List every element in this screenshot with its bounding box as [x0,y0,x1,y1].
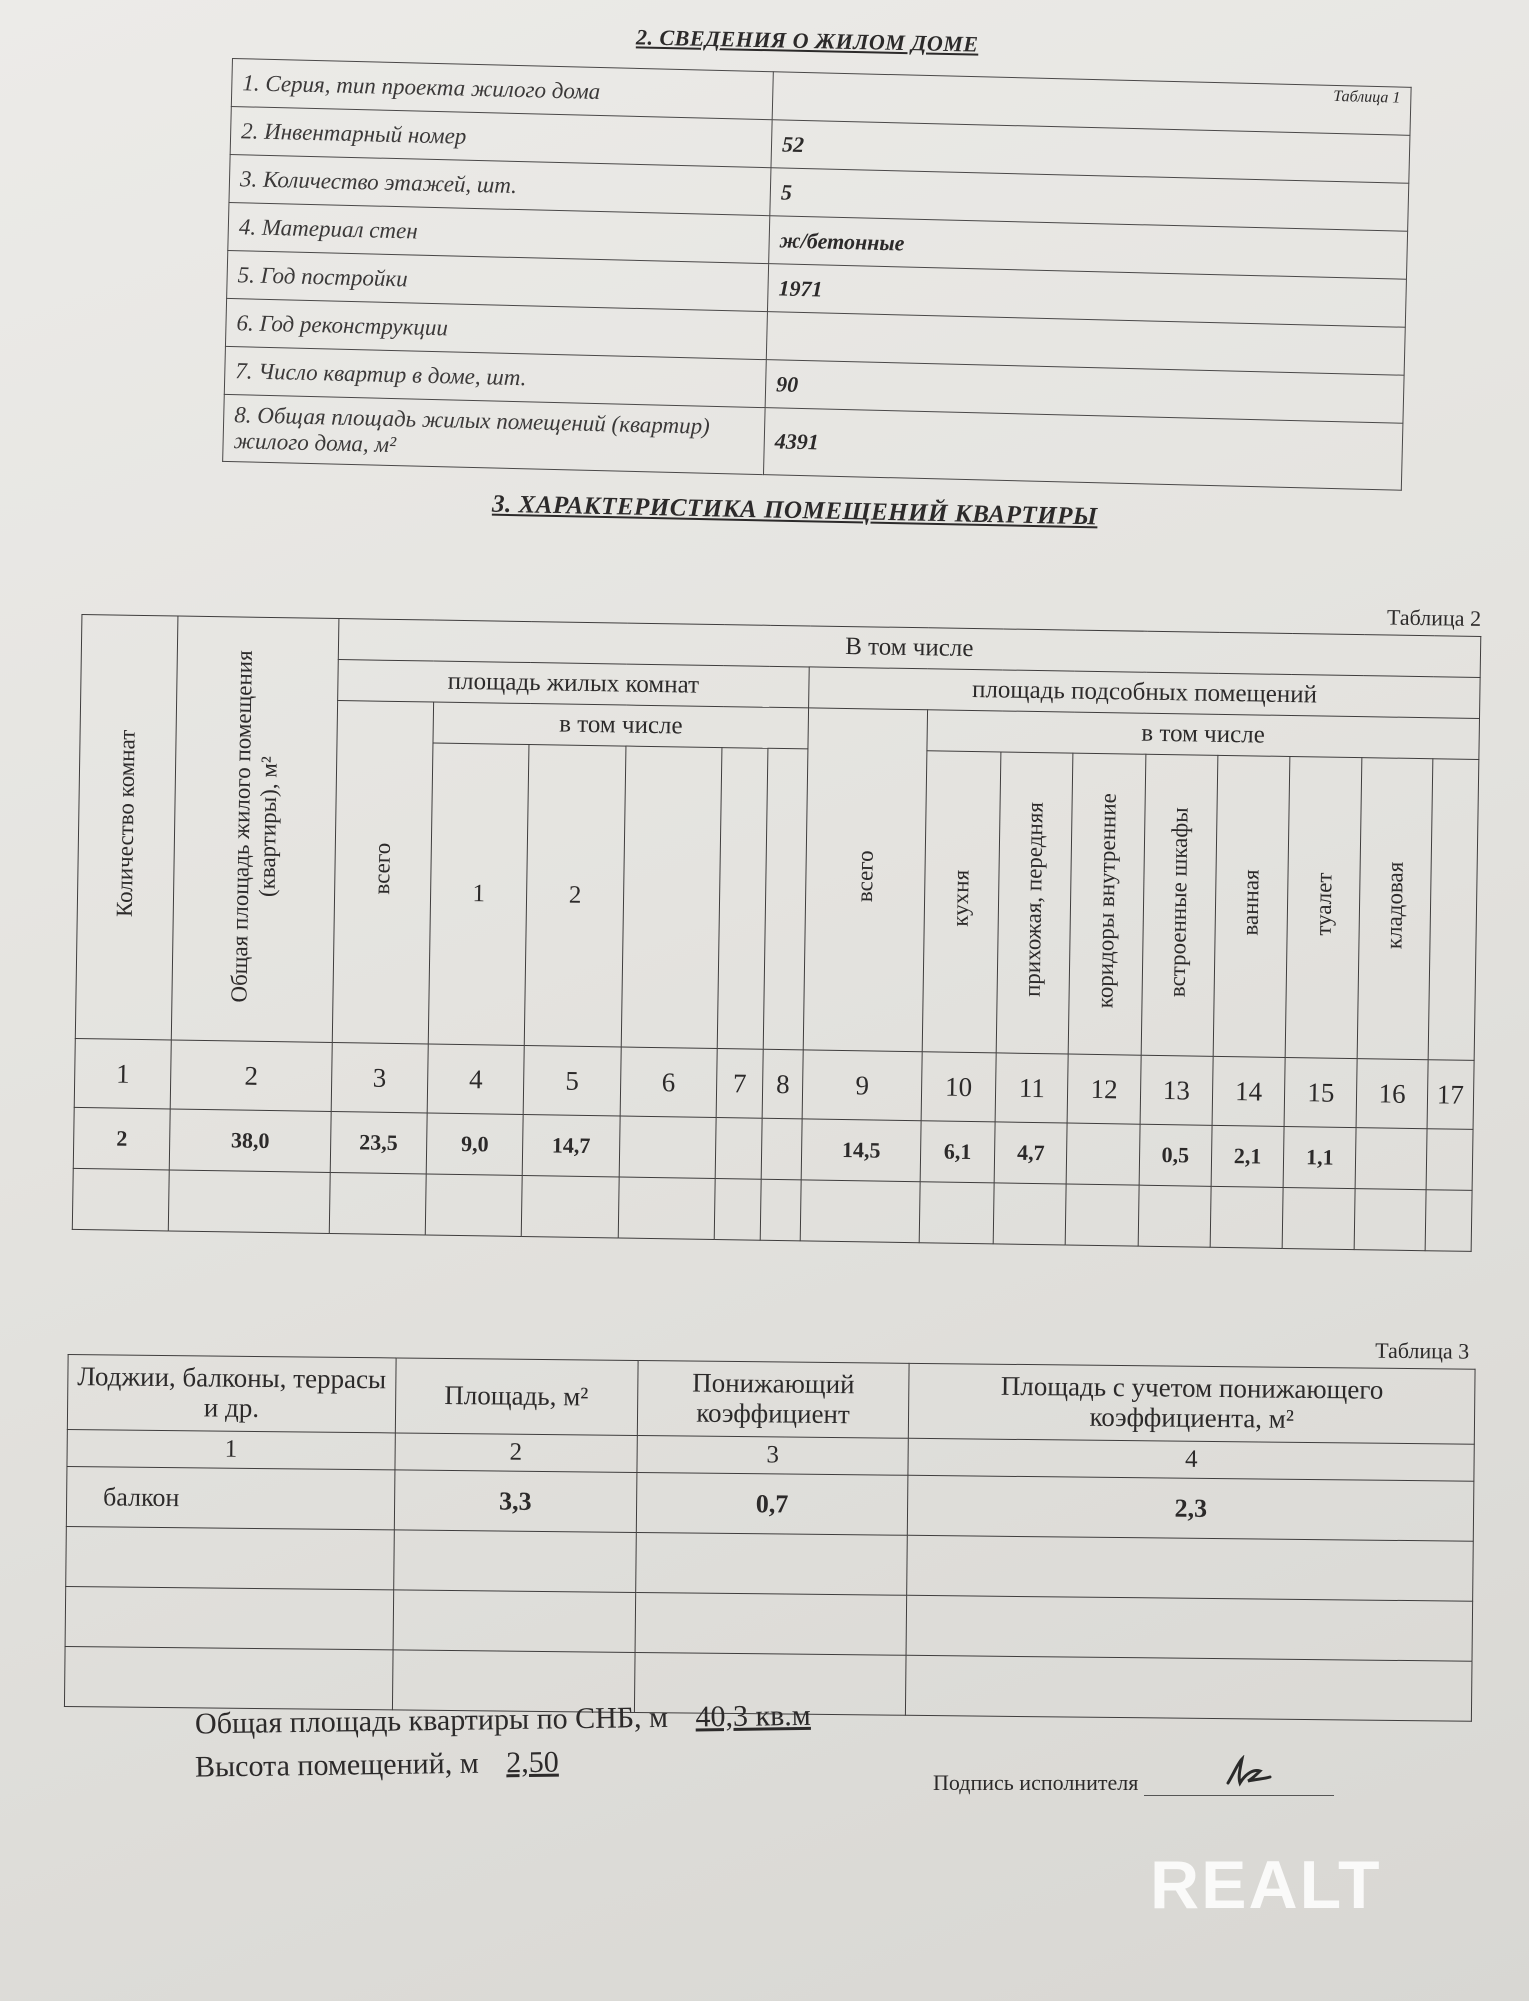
header-living-including: в том числе [433,702,809,749]
realt-watermark-logo [1150,1850,1450,1920]
header-room-1: 1 [428,743,529,1045]
cell-hall: 4,7 [994,1122,1067,1184]
cell-coefficient: 0,7 [636,1472,908,1535]
header-total-area [172,616,339,1042]
cell-empty [715,1118,762,1180]
table-apartment-rooms [72,580,1482,1252]
row-label: 8. Общая площадь жилых помещений (квартир) жилого дома, м² [223,394,765,474]
cell-corridor [1066,1123,1139,1185]
header-empty [763,748,808,1050]
header-rooms-text: Количество комнат [112,729,141,918]
cell-closets: 0,5 [1139,1124,1212,1186]
cell-toilet: 1,1 [1283,1126,1356,1188]
header-rooms [75,615,178,1040]
header-empty [717,748,768,1050]
col-number: 4 [427,1044,524,1115]
row-label: 7. Число квартир в доме, шт. [224,346,766,407]
col-number: 5 [523,1046,620,1117]
row-value: 1971 [767,264,1406,328]
cell-room-2: 14,7 [523,1115,620,1178]
row-label: 4. Материал стен [228,202,770,263]
header-empty [621,746,722,1048]
table-balconies [64,1320,1476,1722]
header-living-total-text: всего [369,842,395,895]
cell-aux-total: 14,5 [802,1119,921,1182]
signature-mark-icon [1224,1755,1274,1789]
header-closets-text: встроенные шкафы [1164,806,1193,997]
cell-total-area: 38,0 [170,1109,331,1173]
header-bath [1213,755,1290,1057]
table1-caption: Таблица 1 [772,72,1411,136]
col-number: 15 [1284,1057,1357,1127]
ceiling-height-line [195,1745,579,1784]
signature-line [1144,1771,1334,1796]
header-hall-text: прихожая, передняя [1020,801,1049,998]
col-number: 4 [908,1438,1474,1481]
header-area: Площадь, м² [395,1358,638,1436]
section2-title: 2. СВЕДЕНИЯ О ЖИЛОМ ДОМЕ [635,24,979,57]
col-number: 6 [620,1047,717,1118]
header-aux-including: в том числе [927,710,1480,760]
col-number: 8 [762,1049,803,1119]
header-corridor-text: коридоры внутренние [1092,792,1121,1009]
row-label: 1. Серия, тип проекта жилого дома [231,59,773,120]
col-number: 7 [716,1049,763,1119]
cell-kitchen: 6,1 [920,1121,995,1183]
col-number: 10 [921,1052,996,1122]
header-toilet [1285,756,1362,1058]
header-adjusted-area: Площадь с учетом понижающего коэффициента, м² [909,1363,1475,1444]
cell-area: 3,3 [394,1470,636,1533]
header-corridor [1069,753,1146,1055]
cell-adjusted-area: 2,3 [908,1475,1474,1541]
header-storage-text: кладовая [1381,861,1408,950]
col-number: 1 [74,1038,171,1109]
row-value: 5 [770,168,1409,232]
cell-type: балкон [66,1466,394,1529]
signature-label: Подпись исполнителя [933,1770,1139,1795]
cell-bath: 2,1 [1211,1125,1284,1187]
col-number: 13 [1140,1055,1213,1125]
row-value: 52 [771,120,1410,184]
total-area-label: Общая площадь квартиры по СНБ, м [194,1700,669,1741]
col-number: 3 [331,1042,428,1113]
cell-empty [761,1118,802,1180]
header-including: В том числе [338,619,1481,678]
row-label: 3. Количество этажей, шт. [229,154,771,215]
header-empty [1428,759,1479,1061]
header-aux-total [804,708,928,1052]
section3-title: 3. ХАРАКТЕРИСТИКА ПОМЕЩЕНИЙ КВАРТИРЫ [491,490,1098,531]
header-storage [1358,758,1433,1060]
col-number: 12 [1067,1054,1140,1124]
header-kitchen-text: кухня [947,869,974,927]
col-number: 9 [802,1050,922,1121]
col-number: 17 [1427,1060,1474,1130]
col-number: 14 [1212,1056,1285,1126]
row-label: 5. Год постройки [227,250,769,311]
col-number: 3 [637,1435,909,1475]
col-number: 2 [395,1433,637,1473]
col-number: 2 [171,1040,332,1112]
row-value: ж/бетонные [769,216,1408,280]
ceiling-height-value: 2,50 [505,1745,559,1780]
cell-living-total: 23,5 [330,1111,427,1174]
table-building-info [222,58,1412,491]
header-balconies: Лоджии, балконы, террасы и др. [67,1355,396,1433]
cell-rooms: 2 [73,1107,170,1170]
header-toilet-text: туалет [1310,872,1337,936]
cell-empty [619,1116,716,1179]
row-value: 4391 [763,408,1402,491]
header-living-total [332,701,434,1044]
row-label: 6. Год реконструкции [225,298,767,359]
total-area-value: 40,3 кв.м [695,1698,811,1734]
table2-caption: Таблица 2 [1386,604,1482,631]
header-coefficient: Понижающий коэффициент [637,1360,910,1438]
col-number: 16 [1356,1059,1427,1129]
header-closets [1141,754,1218,1056]
header-kitchen [922,751,1001,1053]
header-room-2: 2 [525,745,626,1047]
header-living-area: площадь жилых комнат [337,660,809,708]
ceiling-height-label: Высота помещений, м [194,1746,479,1784]
signature-block [933,1770,1334,1796]
header-hall [996,752,1073,1054]
row-value: 90 [765,360,1404,424]
col-number: 1 [67,1429,395,1469]
table3-caption: Таблица 3 [1375,1337,1470,1364]
header-aux-area: площадь подсобных помещений [809,667,1480,719]
cell-room-1: 9,0 [426,1113,523,1176]
cell-empty [1426,1129,1473,1191]
watermark-text: REALT [1150,1850,1382,1920]
header-total-area-text: Общая площадь жилого помещения (квартиры), м² [225,649,282,1002]
header-bath-text: ванная [1237,869,1264,937]
cell-storage [1356,1128,1427,1190]
header-aux-total-text: всего [851,850,878,903]
row-label: 2. Инвентарный номер [230,106,772,167]
col-number: 11 [995,1053,1068,1123]
